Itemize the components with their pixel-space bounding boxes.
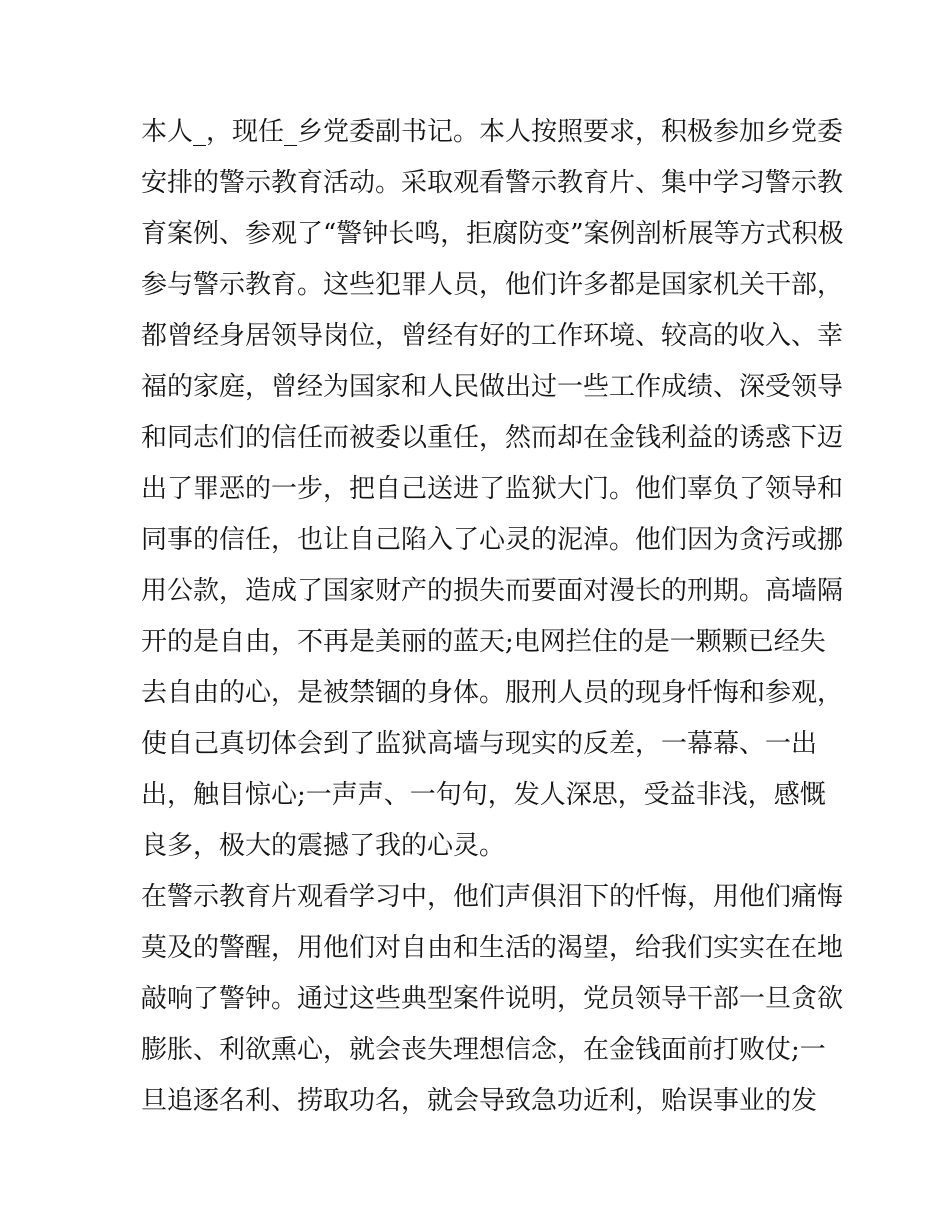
text-line: 用公款，造成了国家财产的损失而要面对漫长的刑期。高墙隔 <box>141 576 844 606</box>
text-line: 育案例、参观了“警钟长鸣，拒腐防变”案例剖析展等方式积极 <box>141 219 844 249</box>
text-line: 和同志们的信任而被委以重任，然而却在金钱利益的诱惑下迈 <box>141 423 844 453</box>
text-line: 膨胀、利欲熏心，就会丧失理想信念，在金钱面前打败仗;一 <box>141 1035 826 1065</box>
text-line: 福的家庭，曾经为国家和人民做出过一些工作成绩、深受领导 <box>141 372 844 402</box>
text-line: 出，触目惊心;一声声、一句句，发人深思，受益非浅，感慨 <box>141 780 826 810</box>
text-line: 敲响了警钟。通过这些典型案件说明，党员领导干部一旦贪欲 <box>141 984 844 1014</box>
text-line: 都曾经身居领导岗位，曾经有好的工作环境、较高的收入、幸 <box>141 321 844 351</box>
text-line: 使自己真切体会到了监狱高墙与现实的反差，一幕幕、一出 <box>141 729 818 759</box>
text-line: 本人_，现任_乡党委副书记。本人按照要求，积极参加乡党委 <box>141 117 844 147</box>
text-line: 旦追逐名利、捞取功名，就会导致急功近利，贻误事业的发 <box>141 1086 818 1116</box>
text-line: 出了罪恶的一步，把自己送进了监狱大门。他们辜负了领导和 <box>141 474 844 504</box>
text-line: 去自由的心，是被禁锢的身体。服刑人员的现身忏悔和参观， <box>141 678 844 708</box>
text-line: 开的是自由，不再是美丽的蓝天;电网拦住的是一颗颗已经失 <box>141 627 826 657</box>
document-body <box>141 107 844 1127</box>
text-line: 良多，极大的震撼了我的心灵。 <box>141 831 506 861</box>
text-line: 莫及的警醒，用他们对自由和生活的渴望，给我们实实在在地 <box>141 933 844 963</box>
text-line: 安排的警示教育活动。采取观看警示教育片、集中学习警示教 <box>141 168 844 198</box>
text-line: 同事的信任，也让自己陷入了心灵的泥淖。他们因为贪污或挪 <box>141 525 844 555</box>
text-line: 在警示教育片观看学习中，他们声俱泪下的忏悔，用他们痛悔 <box>141 882 844 912</box>
text-line: 参与警示教育。这些犯罪人员，他们许多都是国家机关干部， <box>141 270 844 300</box>
